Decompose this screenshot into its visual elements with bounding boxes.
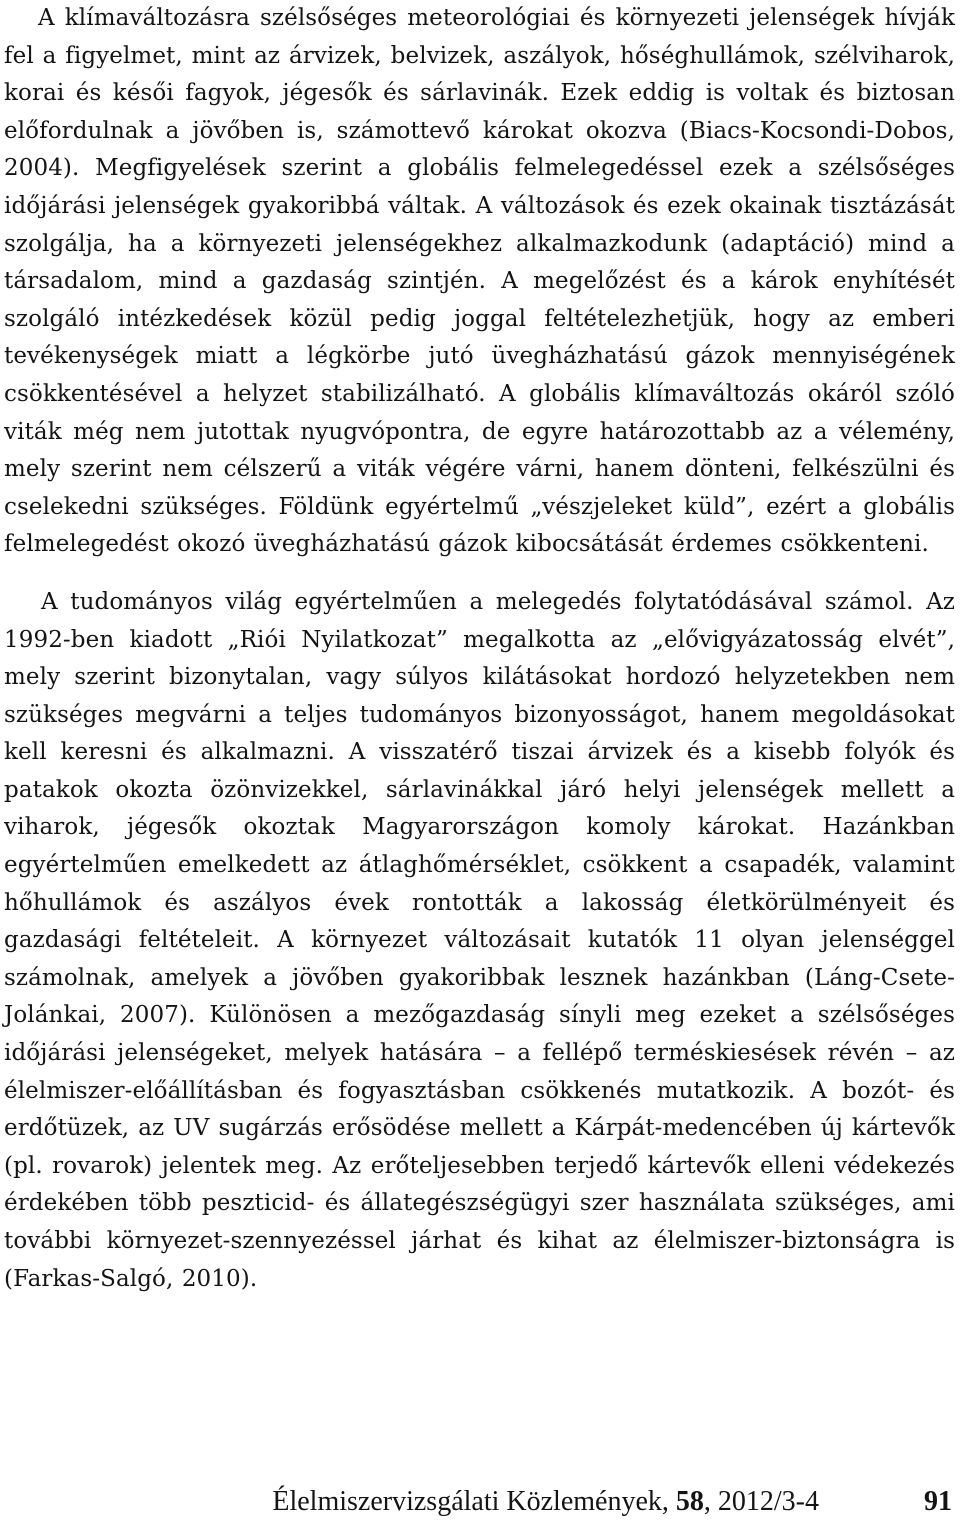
journal-volume: 58 bbox=[675, 1486, 704, 1517]
journal-name: Élelmiszervizsgálati Közlemények, bbox=[272, 1486, 669, 1517]
paragraph: A klímaváltozásra szélsőséges meteorológiai és környezeti jelenségek hívják fel a figyelmet, mint az árvizek, belvizek, aszályok, hőséghullámok, szélviharok, korai és késői fagyok, jégesők és sárlavinák. Ezek eddig is voltak és biztosan előfordulnak a jövőben is, számottevő károkat okozva (Biacs-Kocsondi-Dobos, 2004). Megfigyelések szerint a globális felmelegedéssel ezek a szélsőséges időjárási jelenségek gyakoribbá váltak. A változások és ezek okainak tisztázását szolgálja, ha a környezeti jelenségekhez alkalmazkodunk (adaptáció) mind a társadalom, mind a gazdaság szintjén. A megelőzést és a károk enyhítését szolgáló intézkedések közül pedig joggal feltételezhetjük, hogy az emberi tevékenységek miatt a légkörbe jutó üvegházhatású gázok mennyiségének csökkentésével a helyzet stabilizálható. A globális klímaváltozás okáról szóló viták még nem jutottak nyugvópontra, de egyre határozottabb az a vélemény, mely szerint nem célszerű a viták végére várni, hanem dönteni, felkészülni és cselekedni szükséges. Földünk egyértelmű „vészjeleket küld”, ezért a globális felmelegedést okozó üvegházhatású gázok kibocsátását érdemes csökkenteni. bbox=[4, 5, 955, 558]
document-body bbox=[4, 0, 955, 1298]
journal-issue: , 2012/3-4 bbox=[703, 1486, 819, 1517]
page-number: 91 bbox=[924, 1486, 952, 1517]
page-footer bbox=[0, 1482, 956, 1522]
paragraph: A tudományos világ egyértelműen a melegedés folytatódásával számol. Az 1992-ben kiadott „Riói Nyilatkozat” megalkotta az „elővigyázatosság elvét”, mely szerint bizonytalan, vagy súlyos kilátásokat hordozó helyzetekben nem szükséges megvárni a teljes tudományos bizonyosságot, hanem megoldásokat kell keresni és alkalmazni. A visszatérő tiszai árvizek és a kisebb folyók és patakok okozta özönvizekkel, sárlavinákkal járó helyi jelenségek mellett a viharok, jégesők okoztak Magyarországon komoly károkat. Hazánkban egyértelműen emelkedett az átlaghőmérséklet, csökkent a csapadék, valamint hőhullámok és aszályos évek rontották a lakosság életkörülményeit és gazdasági feltételeit. A környezet változásait kutatók 11 olyan jelenséggel számolnak, amelyek a jövőben gyakoribbak lesznek hazánkban (Láng-Csete-Jolánkai, 2007). Különösen a mezőgazdaság sínyli meg ezeket a szélsőséges időjárási jelenségeket, melyek hatására – a fellépő terméskiesések révén – az élelmiszer-előállításban és fogyasztásban csökkenés mutatkozik. A bozót- és erdőtüzek, az UV sugárzás erősödése mellett a Kárpát-medencében új kártevők (pl. rovarok) jelentek meg. Az erőteljesebben terjedő kártevők elleni védekezés érdekében több peszticid- és állategészségügyi szer használata szükséges, ami további környezet-szennyezéssel járhat és kihat az élelmiszer-biztonságra is (Farkas-Salgó, 2010). bbox=[4, 588, 955, 1292]
journal-citation bbox=[272, 1482, 819, 1522]
